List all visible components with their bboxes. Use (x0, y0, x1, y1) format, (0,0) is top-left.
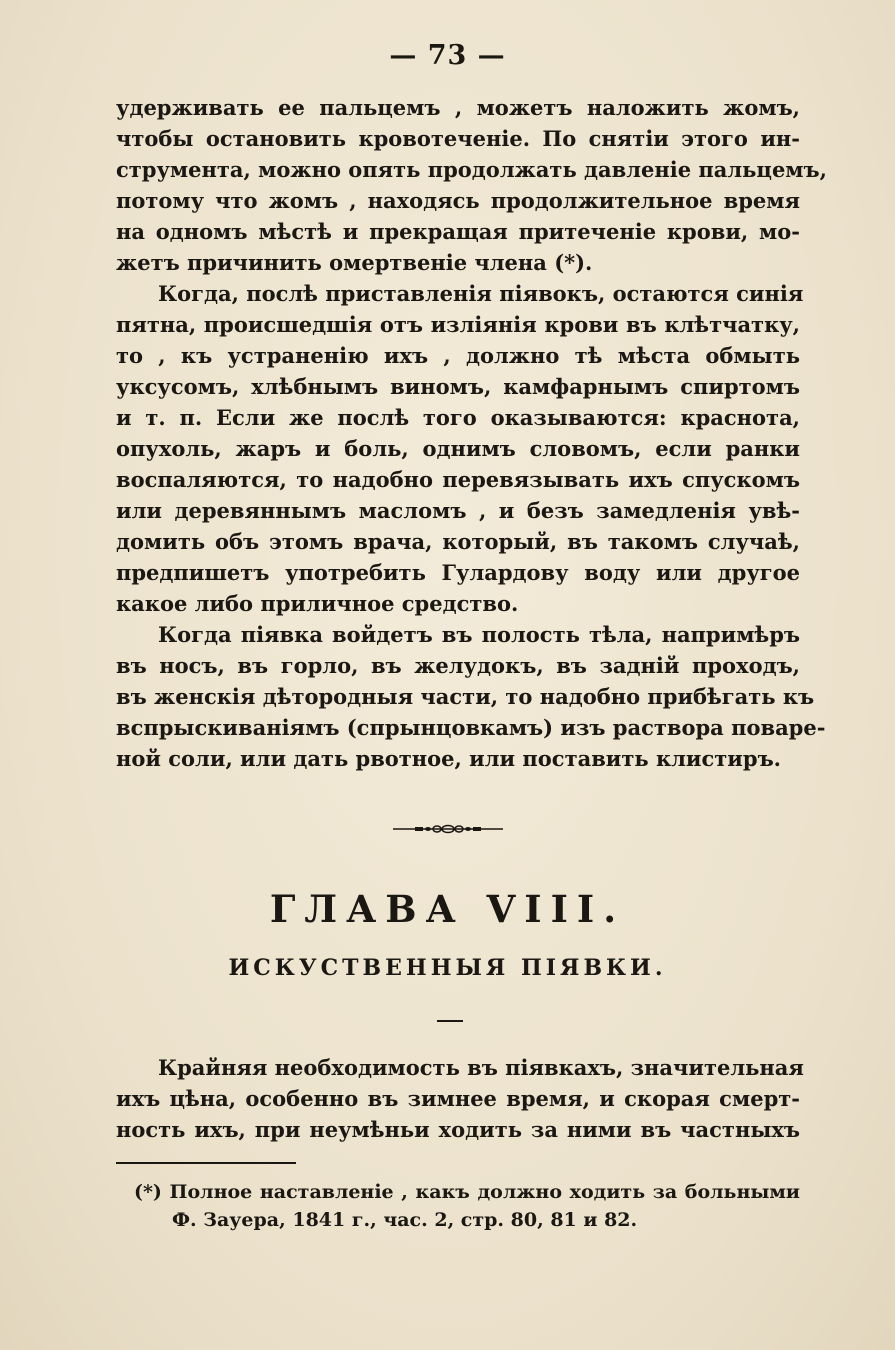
text-line: опухоль, жаръ и боль, однимъ словомъ, если ранки (116, 436, 800, 461)
ornament-divider-icon (393, 822, 503, 836)
text-line: ность ихъ, при неумѣньи ходить за ними въ частныхъ (116, 1117, 800, 1142)
text-line: предпишетъ употребить Гулардову воду или другое (116, 560, 800, 585)
text-line: ной соли, или дать рвотное, или поставить клистиръ. (116, 746, 781, 771)
text-line: воспаляются, то надобно перевязывать ихъ спускомъ (116, 467, 800, 492)
footnote (134, 1178, 800, 1234)
text-line: въ носъ, въ горло, въ желудокъ, въ заднiй проходъ, (116, 653, 800, 678)
text-line: или деревяннымъ масломъ , и безъ замедленія увѣ- (116, 498, 800, 523)
footnote-rule (116, 1162, 296, 1164)
text-line: удерживать ее пальцемъ , можетъ наложить жомъ, (116, 95, 800, 120)
text-line: какое либо приличное средство. (116, 591, 519, 616)
footnote-line: Ф. Зауера, 1841 г., час. 2, стр. 80, 81 и 82. (172, 1209, 638, 1231)
text-line: чтобы остановить кровотеченіе. По снятіи этого ин- (116, 126, 800, 151)
text-line: потому что жомъ , находясь продолжительное время (116, 188, 800, 213)
text-line: уксусомъ, хлѣбнымъ виномъ, камфарнымъ спиртомъ (116, 374, 800, 399)
text-line: Крайняя необходимость въ піявкахъ, значительная (158, 1055, 804, 1080)
main-text-bottom (116, 1052, 804, 1145)
text-line: на одномъ мѣстѣ и прекращая притеченіе крови, мо- (116, 219, 800, 244)
text-line: въ женскія дѣтородныя части, то надобно прибѣгать къ (116, 684, 815, 709)
main-text-top (116, 92, 827, 774)
chapter-subtitle: ИСКУСТВЕННЫЯ ПІЯВКИ. (228, 955, 667, 981)
footnote-line: (*) Полное наставленіе , какъ должно ходить за больными (134, 1181, 800, 1203)
text-line: Когда, послѣ приставленія піявокъ, остаются синія (158, 281, 804, 306)
text-line: Когда піявка войдетъ въ полость тѣла, напримѣръ (158, 622, 800, 647)
text-line: ихъ цѣна, особенно въ зимнее время, и скорая смерт- (116, 1086, 800, 1111)
text-line: жетъ причинить омертвеніе члена (*). (116, 250, 593, 275)
text-line: пятна, происшедшія отъ изліянія крови въ клѣтчатку, (116, 312, 800, 337)
section-rule (437, 1020, 463, 1022)
text-line: домить объ этомъ врача, который, въ такомъ случаѣ, (116, 529, 800, 554)
text-line: то , къ устраненію ихъ , должно тѣ мѣста обмыть (116, 343, 800, 368)
chapter-title: ГЛАВА VIII. (269, 887, 626, 931)
text-line: вспрыскиваніямъ (спрынцовкамъ) изъ раствора поваре- (116, 715, 826, 740)
text-line: струмента, можно опять продолжать давленіе пальцемъ, (116, 157, 827, 182)
ornament-divider (0, 822, 895, 836)
text-line: и т. п. Если же послѣ того оказываются: краснота, (116, 405, 800, 430)
page-number: — 73 — (389, 40, 506, 71)
